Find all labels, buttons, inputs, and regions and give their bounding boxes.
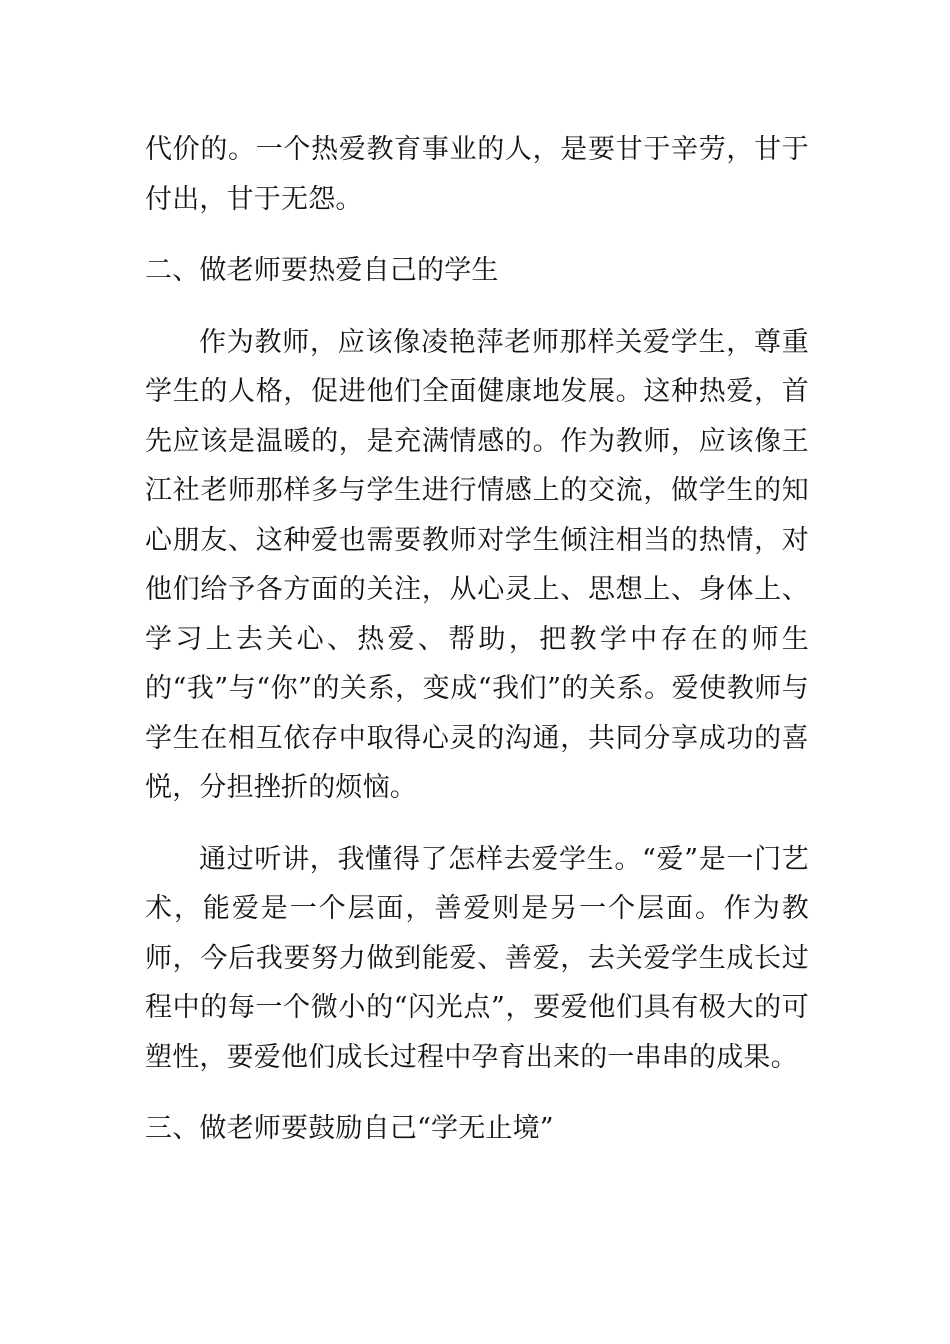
section-heading-2: 二、做老师要热爱自己的学生 <box>145 255 499 286</box>
paragraph-love-students: 作为教师，应该像凌艳萍老师那样关爱学生，尊重学生的人格，促进他们全面健康地发展。这种热爱，首先应该是温暖的，是充满情感的。作为教师，应该像王江社老师那样多与学生进行情感上的交流，做学生的知心朋友、这种爱也需要教师对学生倾注相当的热情，对他们给予各方面的关注，从心灵上、思想上、身体上、学习上去关心、热爱、帮助，把教学中存在的师生的“我”与“你”的关系，变成“我们”的关系。爱使教师与学生在相互依存中取得心灵的沟通，共同分享成功的喜悦，分担挫折的烦恼。 <box>145 326 809 803</box>
document-body <box>145 125 809 1176</box>
section-heading-3: 三、做老师要鼓励自己“学无止境” <box>145 1113 554 1144</box>
paragraph-continuation: 代价的。一个热爱教育事业的人，是要甘于辛劳，甘于付出，甘于无怨。 <box>145 134 809 215</box>
paragraph-art-of-love: 通过听讲，我懂得了怎样去爱学生。“爱”是一门艺术，能爱是一个层面，善爱则是另一个层面。作为教师，今后我要努力做到能爱、善爱，去关爱学生成长过程中的每一个微小的“闪光点”，要爱他们具有极大的可塑性，要爱他们成长过程中孕育出来的一串串的成果。 <box>145 843 809 1073</box>
